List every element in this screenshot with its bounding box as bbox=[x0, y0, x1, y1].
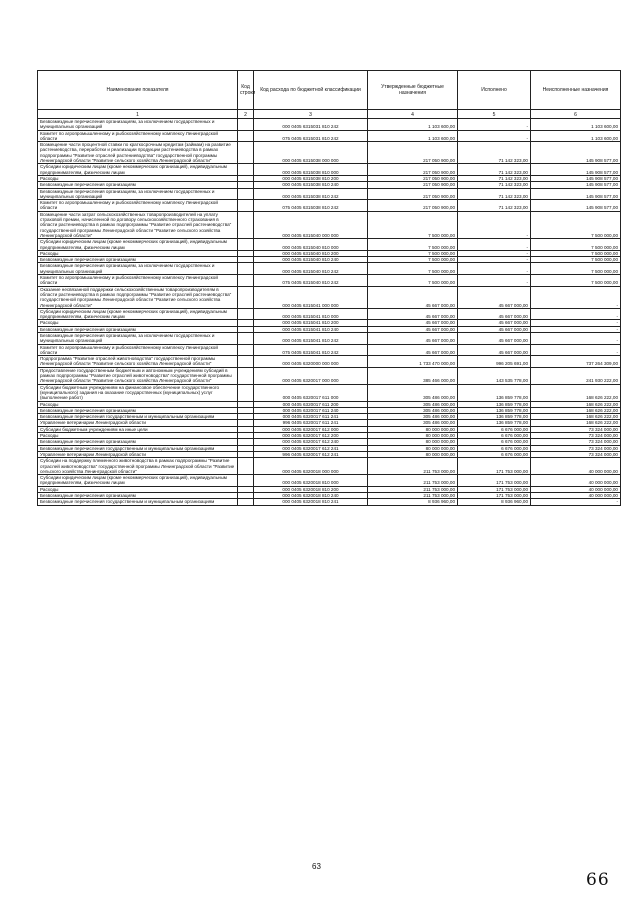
row-remaining-cell: 7 500 000,00 bbox=[531, 250, 621, 256]
row-budget-code-cell: 000 0405 6320017 612 200 bbox=[254, 433, 368, 439]
row-approved-cell: 7 500 000,00 bbox=[368, 239, 458, 251]
row-name-cell: Безвозмездные перечисления организациям bbox=[38, 326, 238, 332]
row-budget-code-cell: 000 0405 6320017 612 241 bbox=[254, 445, 368, 451]
row-name-cell: Оказание несвязанной поддержки сельскохозяйственным товаропроизводителям в области растениеводства в рамках подпрограммы "Развитие отраслей растениеводства" государственной программы Ленинградской области "Развитие сельского хозяйства Ленинградской области" bbox=[38, 286, 238, 308]
row-budget-code-cell: 996 0405 6320017 611 241 bbox=[254, 420, 368, 426]
row-remaining-cell: - bbox=[531, 326, 621, 332]
row-remaining-cell: 7 500 000,00 bbox=[531, 239, 621, 251]
row-remaining-cell: 7 500 000,00 bbox=[531, 257, 621, 263]
row-budget-code-cell: 000 0405 6315038 810 000 bbox=[254, 164, 368, 176]
row-approved-cell: 45 667 000,00 bbox=[368, 332, 458, 344]
row-approved-cell: 80 000 000,00 bbox=[368, 439, 458, 445]
column-header-name: Наименование показателя bbox=[38, 71, 238, 110]
row-approved-cell: 217 050 900,00 bbox=[368, 182, 458, 188]
row-name-cell: Безвозмездные перечисления организациям, за исключением государственных и муниципальных организаций bbox=[38, 119, 238, 131]
row-budget-code-cell: 000 0405 6315038 000 000 bbox=[254, 142, 368, 164]
row-budget-code-cell: 000 0405 6320017 611 200 bbox=[254, 401, 368, 407]
row-budget-code-cell: 996 0405 6320017 612 241 bbox=[254, 451, 368, 457]
column-number: 3 bbox=[254, 110, 368, 119]
row-name-cell: Субсидии на поддержку племенного животноводства в рамках подпрограммы "Развитие отраслей животноводства" государственной программы Ленинградской области "Развитие сельского хозяйства Ленинградской области" bbox=[38, 458, 238, 475]
table-row bbox=[38, 119, 621, 131]
row-budget-code-cell: 075 0405 6315040 810 242 bbox=[254, 275, 368, 287]
row-line-code-cell bbox=[238, 367, 254, 384]
row-remaining-cell: 73 324 000,00 bbox=[531, 439, 621, 445]
row-approved-cell: 305 486 000,00 bbox=[368, 420, 458, 426]
row-budget-code-cell: 000 0405 6320018 810 240 bbox=[254, 493, 368, 499]
row-budget-code-cell: 000 0405 6315040 810 240 bbox=[254, 257, 368, 263]
row-budget-code-cell: 000 0405 6315040 810 000 bbox=[254, 239, 368, 251]
row-budget-code-cell: 000 0405 6320018 000 000 bbox=[254, 458, 368, 475]
row-executed-cell: 996 205 691,00 bbox=[458, 356, 531, 368]
row-line-code-cell bbox=[238, 142, 254, 164]
expenditure-table bbox=[37, 70, 621, 506]
row-name-cell: Предоставление государственным бюджетным и автономным учреждениям субсидий в рамках подпрограммы "Развитие отраслей животноводства" государственной программы Ленинградской области "Развитие сельского хозяйства Ленинградской области" bbox=[38, 367, 238, 384]
column-number: 4 bbox=[368, 110, 458, 119]
row-line-code-cell bbox=[238, 130, 254, 142]
row-remaining-cell: 168 626 222,00 bbox=[531, 420, 621, 426]
column-number: 1 bbox=[38, 110, 238, 119]
row-name-cell: Комитет по агропромышленному и рыбохозяйственному комплексу Ленинградской области bbox=[38, 275, 238, 287]
row-remaining-cell: 168 626 222,00 bbox=[531, 401, 621, 407]
row-remaining-cell: - bbox=[531, 344, 621, 356]
row-executed-cell: 6 676 000,00 bbox=[458, 439, 531, 445]
table-row bbox=[38, 211, 621, 238]
row-name-cell: Субсидии юридическим лицам (кроме некоммерческих организаций), индивидуальным предпринимателям, физическим лицам bbox=[38, 239, 238, 251]
row-executed-cell: 143 535 778,00 bbox=[458, 367, 531, 384]
row-executed-cell: - bbox=[458, 239, 531, 251]
row-budget-code-cell: 000 0405 6320018 810 241 bbox=[254, 499, 368, 505]
row-budget-code-cell: 000 0405 6315040 000 000 bbox=[254, 211, 368, 238]
row-executed-cell: 6 676 000,00 bbox=[458, 426, 531, 432]
row-name-cell: Безвозмездные перечисления организациям bbox=[38, 257, 238, 263]
row-executed-cell: 71 142 323,00 bbox=[458, 175, 531, 181]
row-line-code-cell bbox=[238, 164, 254, 176]
table-row bbox=[38, 142, 621, 164]
row-name-cell: Безвозмездные перечисления организациям bbox=[38, 439, 238, 445]
row-approved-cell: 7 500 000,00 bbox=[368, 257, 458, 263]
row-executed-cell: 71 142 323,00 bbox=[458, 188, 531, 200]
row-budget-code-cell: 000 0405 6315038 810 242 bbox=[254, 188, 368, 200]
row-name-cell: Безвозмездные перечисления организациям bbox=[38, 182, 238, 188]
row-budget-code-cell: 000 0405 6315038 810 200 bbox=[254, 175, 368, 181]
row-remaining-cell: 73 324 000,00 bbox=[531, 451, 621, 457]
row-approved-cell: 211 753 000,00 bbox=[368, 458, 458, 475]
table-row bbox=[38, 130, 621, 142]
row-budget-code-cell: 000 0405 6320018 810 000 bbox=[254, 475, 368, 487]
row-approved-cell: 45 667 000,00 bbox=[368, 308, 458, 320]
row-remaining-cell: 145 908 577,00 bbox=[531, 188, 621, 200]
row-remaining-cell: 168 626 222,00 bbox=[531, 384, 621, 401]
row-executed-cell: 171 753 000,00 bbox=[458, 475, 531, 487]
row-approved-cell: 7 500 000,00 bbox=[368, 275, 458, 287]
row-executed-cell: - bbox=[458, 119, 531, 131]
row-line-code-cell bbox=[238, 458, 254, 475]
row-budget-code-cell: 000 0405 6320017 612 240 bbox=[254, 439, 368, 445]
row-executed-cell: 136 859 778,00 bbox=[458, 407, 531, 413]
row-line-code-cell bbox=[238, 188, 254, 200]
row-remaining-cell: 168 626 222,00 bbox=[531, 414, 621, 420]
row-approved-cell: 80 000 000,00 bbox=[368, 451, 458, 457]
column-header-approved: Утвержденные бюджетные назначения bbox=[368, 71, 458, 110]
table-row bbox=[38, 458, 621, 475]
row-budget-code-cell: 000 0405 6315040 810 242 bbox=[254, 263, 368, 275]
handwritten-page-stamp: 66 bbox=[586, 870, 610, 890]
row-executed-cell: 6 676 000,00 bbox=[458, 433, 531, 439]
row-remaining-cell: 7 500 000,00 bbox=[531, 275, 621, 287]
row-remaining-cell: 1 103 600,00 bbox=[531, 130, 621, 142]
row-remaining-cell: 145 908 577,00 bbox=[531, 175, 621, 181]
column-header-budget-code: Код расхода по бюджетной классификации bbox=[254, 71, 368, 110]
row-approved-cell: 385 466 000,00 bbox=[368, 367, 458, 384]
page-number: 63 bbox=[312, 862, 321, 871]
row-approved-cell: 45 667 000,00 bbox=[368, 326, 458, 332]
row-executed-cell: - bbox=[458, 275, 531, 287]
row-approved-cell: 1 103 600,00 bbox=[368, 119, 458, 131]
row-budget-code-cell: 000 0405 6315041 810 000 bbox=[254, 308, 368, 320]
table-header-row bbox=[38, 71, 621, 110]
row-name-cell: Безвозмездные перечисления организациям, за исключением государственных и муниципальных организаций bbox=[38, 332, 238, 344]
row-remaining-cell: 40 000 000,00 bbox=[531, 486, 621, 492]
row-approved-cell: 8 936 960,00 bbox=[368, 499, 458, 505]
row-approved-cell: 305 486 000,00 bbox=[368, 401, 458, 407]
row-approved-cell: 80 000 000,00 bbox=[368, 426, 458, 432]
row-budget-code-cell: 000 0405 6315038 810 240 bbox=[254, 182, 368, 188]
table-row bbox=[38, 188, 621, 200]
row-line-code-cell bbox=[238, 499, 254, 505]
table-row bbox=[38, 499, 621, 505]
row-approved-cell: 80 000 000,00 bbox=[368, 433, 458, 439]
row-approved-cell: 305 486 000,00 bbox=[368, 407, 458, 413]
table-row bbox=[38, 164, 621, 176]
row-name-cell: Субсидии бюджетным учреждениям на иные цели bbox=[38, 426, 238, 432]
report-sheet bbox=[37, 70, 620, 506]
row-approved-cell: 211 753 000,00 bbox=[368, 493, 458, 499]
row-budget-code-cell: 000 0405 6320018 810 200 bbox=[254, 486, 368, 492]
row-executed-cell: 171 753 000,00 bbox=[458, 486, 531, 492]
row-approved-cell: 217 050 900,00 bbox=[368, 175, 458, 181]
row-name-cell: Расходы bbox=[38, 486, 238, 492]
row-name-cell: Безвозмездные перечисления организациям bbox=[38, 407, 238, 413]
row-remaining-cell: 1 103 600,00 bbox=[531, 119, 621, 131]
row-name-cell: Безвозмездные перечисления организациям bbox=[38, 493, 238, 499]
row-name-cell: Комитет по агропромышленному и рыбохозяйственному комплексу Ленинградской области bbox=[38, 200, 238, 212]
table-row bbox=[38, 308, 621, 320]
row-approved-cell: 1 103 600,00 bbox=[368, 130, 458, 142]
row-executed-cell: 45 667 000,00 bbox=[458, 308, 531, 320]
row-budget-code-cell: 000 0405 6315040 810 200 bbox=[254, 250, 368, 256]
table-row bbox=[38, 356, 621, 368]
row-budget-code-cell: 000 0405 6320017 611 000 bbox=[254, 384, 368, 401]
row-budget-code-cell: 000 0405 6320017 612 000 bbox=[254, 426, 368, 432]
row-name-cell: Безвозмездные перечисления организациям, за исключением государственных и муниципальных организаций bbox=[38, 188, 238, 200]
row-remaining-cell: 73 324 000,00 bbox=[531, 445, 621, 451]
row-name-cell: Управление ветеринарии Ленинградской области bbox=[38, 451, 238, 457]
table-row bbox=[38, 384, 621, 401]
row-name-cell: Безвозмездные перечисления государственным и муниципальным организациям bbox=[38, 499, 238, 505]
row-executed-cell: 136 859 778,00 bbox=[458, 401, 531, 407]
table-row bbox=[38, 286, 621, 308]
row-remaining-cell: 737 264 309,00 bbox=[531, 356, 621, 368]
row-line-code-cell bbox=[238, 263, 254, 275]
row-approved-cell: 211 753 000,00 bbox=[368, 475, 458, 487]
table-row bbox=[38, 367, 621, 384]
row-line-code-cell bbox=[238, 275, 254, 287]
table-row bbox=[38, 344, 621, 356]
row-name-cell: Расходы bbox=[38, 433, 238, 439]
row-remaining-cell: 145 908 577,00 bbox=[531, 200, 621, 212]
row-approved-cell: 211 753 000,00 bbox=[368, 486, 458, 492]
row-executed-cell: 45 667 000,00 bbox=[458, 320, 531, 326]
row-executed-cell: 136 859 778,00 bbox=[458, 414, 531, 420]
row-approved-cell: 217 050 900,00 bbox=[368, 164, 458, 176]
row-name-cell: Безвозмездные перечисления организациям, за исключением государственных и муниципальных организаций bbox=[38, 263, 238, 275]
row-executed-cell: 71 142 323,00 bbox=[458, 164, 531, 176]
row-budget-code-cell: 000 0405 6320000 000 000 bbox=[254, 356, 368, 368]
row-budget-code-cell: 075 0405 6315038 810 242 bbox=[254, 200, 368, 212]
row-executed-cell: 71 142 323,00 bbox=[458, 200, 531, 212]
row-approved-cell: 217 050 900,00 bbox=[368, 200, 458, 212]
row-approved-cell: 305 486 000,00 bbox=[368, 384, 458, 401]
row-name-cell: Безвозмездные перечисления государственным и муниципальным организациям bbox=[38, 445, 238, 451]
row-line-code-cell bbox=[238, 332, 254, 344]
row-remaining-cell: - bbox=[531, 286, 621, 308]
row-name-cell: Возмещение части процентной ставки по краткосрочным кредитам (займам) на развитие растениеводства, переработки и реализации продукции растениеводства в рамках подпрограммы "Развитие отраслей растениеводства" государственной программы Ленинградской области "Развитие сельского хозяйства Ленинградской области" bbox=[38, 142, 238, 164]
row-approved-cell: 217 050 900,00 bbox=[368, 142, 458, 164]
row-remaining-cell: 145 908 577,00 bbox=[531, 164, 621, 176]
row-approved-cell: 1 733 470 000,00 bbox=[368, 356, 458, 368]
row-name-cell: Субсидии юридическим лицам (кроме некоммерческих организаций), индивидуальным предпринимателям, физическим лицам bbox=[38, 308, 238, 320]
row-approved-cell: 7 500 000,00 bbox=[368, 211, 458, 238]
row-executed-cell: 171 753 000,00 bbox=[458, 493, 531, 499]
row-remaining-cell: - bbox=[531, 320, 621, 326]
row-approved-cell: 217 050 900,00 bbox=[368, 188, 458, 200]
row-executed-cell: - bbox=[458, 263, 531, 275]
table-row bbox=[38, 275, 621, 287]
row-executed-cell: 45 667 000,00 bbox=[458, 326, 531, 332]
column-header-line-code: Код строки bbox=[238, 71, 254, 110]
table-row bbox=[38, 239, 621, 251]
row-name-cell: Комитет по агропромышленному и рыбохозяйственному комплексу Ленинградской области bbox=[38, 344, 238, 356]
row-remaining-cell: 168 626 222,00 bbox=[531, 407, 621, 413]
row-executed-cell: 71 142 323,00 bbox=[458, 182, 531, 188]
row-line-code-cell bbox=[238, 356, 254, 368]
row-name-cell: Управление ветеринарии Ленинградской области bbox=[38, 420, 238, 426]
row-executed-cell: 45 667 000,00 bbox=[458, 286, 531, 308]
row-budget-code-cell: 075 0405 6315041 810 242 bbox=[254, 344, 368, 356]
row-name-cell: Комитет по агропромышленному и рыбохозяйственному комплексу Ленинградской области bbox=[38, 130, 238, 142]
row-name-cell: Расходы bbox=[38, 250, 238, 256]
table-row bbox=[38, 263, 621, 275]
row-line-code-cell bbox=[238, 286, 254, 308]
row-remaining-cell: 73 324 000,00 bbox=[531, 426, 621, 432]
row-remaining-cell: - bbox=[531, 499, 621, 505]
row-executed-cell: 6 676 000,00 bbox=[458, 451, 531, 457]
row-executed-cell: 45 667 000,00 bbox=[458, 344, 531, 356]
row-executed-cell: 136 859 778,00 bbox=[458, 384, 531, 401]
row-name-cell: Возмещение части затрат сельскохозяйственных товаропроизводителей на уплату страховой премии, начисленной по договору сельскохозяйственного страхования в области растениеводства в рамках подпрограммы "Развитие отраслей растениеводства" государственной программы Ленинградской области "Развитие сельского хозяйства Ленинградской области" bbox=[38, 211, 238, 238]
row-budget-code-cell: 000 0405 6315041 810 240 bbox=[254, 326, 368, 332]
row-line-code-cell bbox=[238, 384, 254, 401]
table-row bbox=[38, 200, 621, 212]
row-approved-cell: 45 667 000,00 bbox=[368, 286, 458, 308]
row-line-code-cell bbox=[238, 475, 254, 487]
row-approved-cell: 305 486 000,00 bbox=[368, 414, 458, 420]
row-line-code-cell bbox=[238, 239, 254, 251]
row-name-cell: Безвозмездные перечисления государственным и муниципальным организациям bbox=[38, 414, 238, 420]
row-budget-code-cell: 000 0405 6315031 810 242 bbox=[254, 119, 368, 131]
row-executed-cell: - bbox=[458, 211, 531, 238]
row-name-cell: Расходы bbox=[38, 175, 238, 181]
row-executed-cell: - bbox=[458, 130, 531, 142]
row-remaining-cell: 40 000 000,00 bbox=[531, 475, 621, 487]
row-budget-code-cell: 000 0405 6320017 611 240 bbox=[254, 407, 368, 413]
row-approved-cell: 45 667 000,00 bbox=[368, 344, 458, 356]
row-remaining-cell: 7 500 000,00 bbox=[531, 263, 621, 275]
row-executed-cell: - bbox=[458, 257, 531, 263]
column-number: 2 bbox=[238, 110, 254, 119]
row-remaining-cell: - bbox=[531, 308, 621, 320]
row-line-code-cell bbox=[238, 308, 254, 320]
row-executed-cell: 136 859 778,00 bbox=[458, 420, 531, 426]
row-name-cell: Расходы bbox=[38, 320, 238, 326]
row-approved-cell: 80 000 000,00 bbox=[368, 445, 458, 451]
row-remaining-cell: 40 000 000,00 bbox=[531, 458, 621, 475]
row-budget-code-cell: 000 0405 6320017 611 241 bbox=[254, 414, 368, 420]
column-header-executed: Исполнено bbox=[458, 71, 531, 110]
column-number: 5 bbox=[458, 110, 531, 119]
row-name-cell: Субсидии бюджетным учреждениям на финансовое обеспечение государственного (муниципального) задания на оказание государственных (муниципальных) услуг (выполнение работ) bbox=[38, 384, 238, 401]
row-budget-code-cell: 000 0405 6320017 000 000 bbox=[254, 367, 368, 384]
row-executed-cell: 45 667 000,00 bbox=[458, 332, 531, 344]
column-number: 6 bbox=[531, 110, 621, 119]
row-approved-cell: 7 500 000,00 bbox=[368, 250, 458, 256]
row-approved-cell: 45 667 000,00 bbox=[368, 320, 458, 326]
row-remaining-cell: 145 908 577,00 bbox=[531, 182, 621, 188]
row-budget-code-cell: 000 0405 6315041 810 242 bbox=[254, 332, 368, 344]
row-name-cell: Расходы bbox=[38, 401, 238, 407]
column-header-remaining: Неисполненные назначения bbox=[531, 71, 621, 110]
row-name-cell: Субсидии юридическим лицам (кроме некоммерческих организаций), индивидуальным предпринимателям, физическим лицам bbox=[38, 475, 238, 487]
row-line-code-cell bbox=[238, 344, 254, 356]
row-approved-cell: 7 500 000,00 bbox=[368, 263, 458, 275]
row-executed-cell: 71 142 323,00 bbox=[458, 142, 531, 164]
row-name-cell: Подпрограмма "Развитие отраслей животноводства" государственной программы Ленинградской области "Развитие сельского хозяйства Ленинградской области" bbox=[38, 356, 238, 368]
row-executed-cell: - bbox=[458, 250, 531, 256]
row-remaining-cell: - bbox=[531, 332, 621, 344]
row-line-code-cell bbox=[238, 119, 254, 131]
row-remaining-cell: 145 908 577,00 bbox=[531, 142, 621, 164]
row-executed-cell: 8 936 960,00 bbox=[458, 499, 531, 505]
row-executed-cell: 171 753 000,00 bbox=[458, 458, 531, 475]
row-budget-code-cell: 075 0405 6315031 810 242 bbox=[254, 130, 368, 142]
table-row bbox=[38, 475, 621, 487]
row-line-code-cell bbox=[238, 211, 254, 238]
row-remaining-cell: 73 324 000,00 bbox=[531, 433, 621, 439]
row-remaining-cell: 40 000 000,00 bbox=[531, 493, 621, 499]
row-budget-code-cell: 000 0405 6315041 000 000 bbox=[254, 286, 368, 308]
row-executed-cell: 6 676 000,00 bbox=[458, 445, 531, 451]
column-number-row bbox=[38, 110, 621, 119]
row-name-cell: Субсидии юридическим лицам (кроме некоммерческих организаций), индивидуальным предпринимателям, физическим лицам bbox=[38, 164, 238, 176]
row-budget-code-cell: 000 0405 6315041 810 200 bbox=[254, 320, 368, 326]
row-line-code-cell bbox=[238, 200, 254, 212]
table-row bbox=[38, 332, 621, 344]
row-remaining-cell: 7 500 000,00 bbox=[531, 211, 621, 238]
row-remaining-cell: 241 930 222,00 bbox=[531, 367, 621, 384]
